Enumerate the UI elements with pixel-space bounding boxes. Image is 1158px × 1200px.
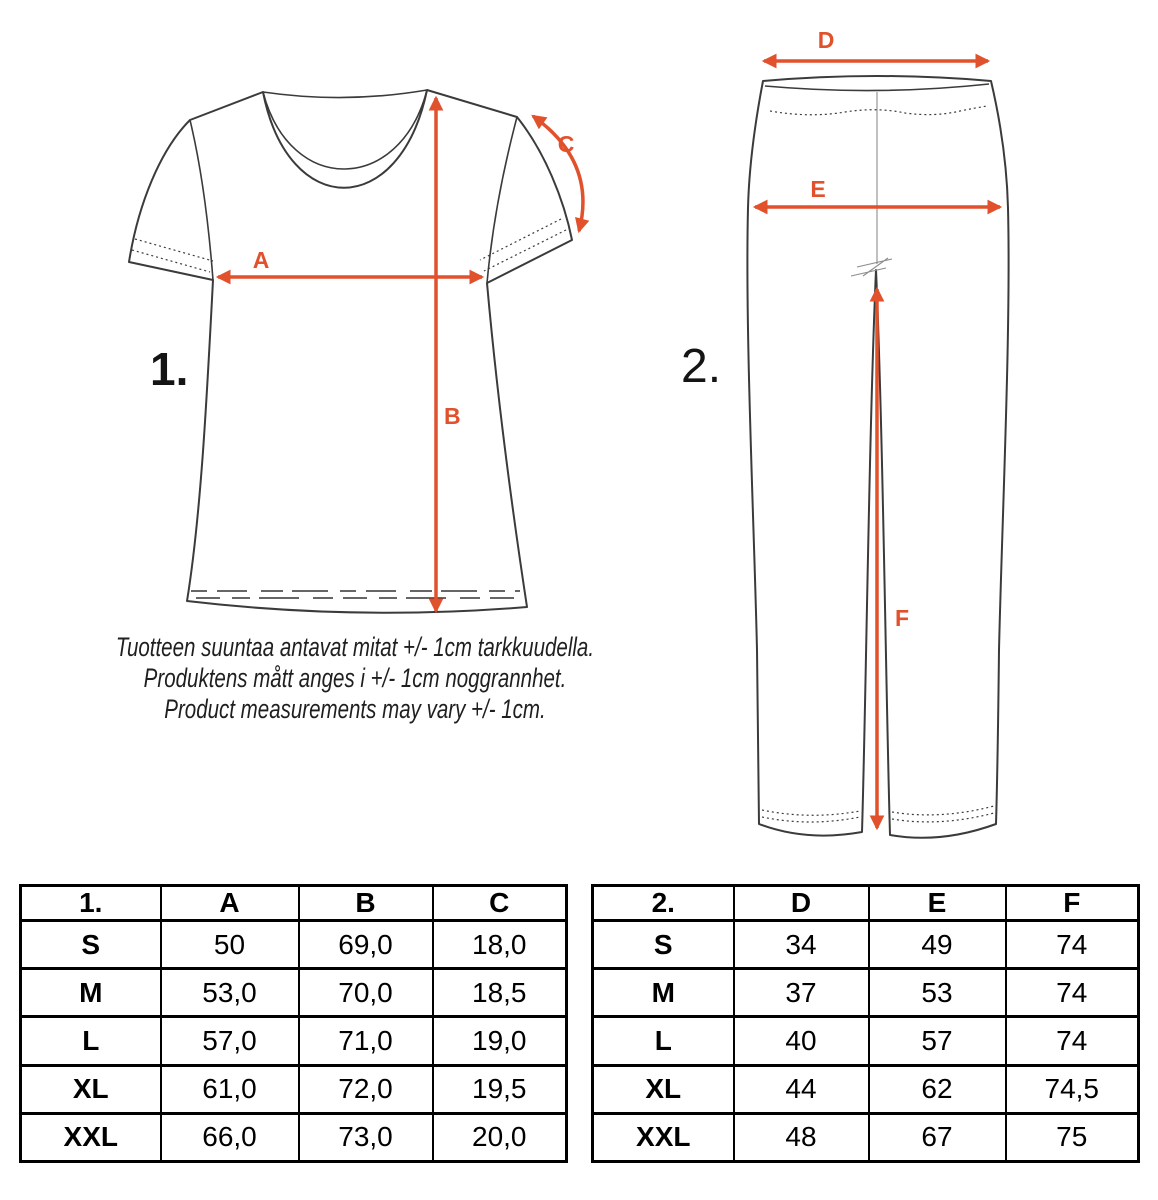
column-header: A [161, 886, 299, 921]
item2-number-label: 2. [681, 340, 722, 393]
item1-number-label: 1. [150, 343, 189, 395]
measure-label-e: E [810, 176, 826, 202]
size-row [21, 921, 567, 969]
column-header: 1. [21, 886, 161, 921]
measurement-cell: 75 [1006, 1113, 1139, 1161]
measurement-cell: 74 [1006, 921, 1139, 969]
size-row [593, 969, 1139, 1017]
size-cell: L [593, 1017, 734, 1065]
size-row [593, 1017, 1139, 1065]
shirt-size-table [19, 884, 568, 1163]
size-cell: XL [21, 1065, 161, 1113]
tshirt-drawing [129, 90, 572, 613]
measure-label-d: D [817, 27, 835, 53]
size-cell: S [593, 921, 734, 969]
column-header: E [869, 886, 1006, 921]
tolerance-note-finnish: Tuotteen suuntaa antavat mitat +/- 1cm tarkkuudella. [115, 632, 595, 662]
measurement-cell: 62 [869, 1065, 1006, 1113]
measurement-cell: 19,5 [433, 1065, 567, 1113]
size-cell: M [21, 969, 161, 1017]
measurement-cell: 71,0 [299, 1017, 433, 1065]
column-header: B [299, 886, 433, 921]
size-cell: S [21, 921, 161, 969]
size-row [593, 1065, 1139, 1113]
measurement-cell: 18,5 [433, 969, 567, 1017]
measurement-cell: 57,0 [161, 1017, 299, 1065]
tolerance-note-swedish: Produktens mått anges i +/- 1cm noggrannhet. [143, 663, 567, 693]
column-header: C [433, 886, 567, 921]
header-row [21, 886, 567, 921]
size-cell: XL [593, 1065, 734, 1113]
measurement-cell: 69,0 [299, 921, 433, 969]
measurement-cell: 49 [869, 921, 1006, 969]
measurement-cell: 40 [734, 1017, 869, 1065]
measurement-cell: 72,0 [299, 1065, 433, 1113]
size-row [593, 921, 1139, 969]
size-cell: XXL [593, 1113, 734, 1161]
measure-label-c: C [557, 131, 575, 157]
size-cell: XXL [21, 1113, 161, 1161]
tolerance-note-english: Product measurements may vary +/- 1cm. [164, 694, 546, 724]
measurement-cell: 73,0 [299, 1113, 433, 1161]
pants-size-table [591, 884, 1140, 1163]
column-header: D [734, 886, 869, 921]
measurement-cell: 74,5 [1006, 1065, 1139, 1113]
measurement-cell: 19,0 [433, 1017, 567, 1065]
tolerance-note [30, 632, 680, 725]
size-row [21, 969, 567, 1017]
measurement-cell: 53 [869, 969, 1006, 1017]
measurement-cell: 44 [734, 1065, 869, 1113]
column-header: F [1006, 886, 1139, 921]
measure-label-f: F [895, 605, 910, 631]
size-row [21, 1017, 567, 1065]
measurement-cell: 74 [1006, 1017, 1139, 1065]
tshirt-back-neck-line [263, 90, 427, 98]
measurement-cell: 34 [734, 921, 869, 969]
measurement-cell: 18,0 [433, 921, 567, 969]
measurement-cell: 48 [734, 1113, 869, 1161]
measurement-cell: 66,0 [161, 1113, 299, 1161]
measure-label-a: A [252, 247, 270, 273]
measurement-cell: 57 [869, 1017, 1006, 1065]
size-cell: M [593, 969, 734, 1017]
measure-label-b: B [444, 403, 461, 429]
measurement-cell: 67 [869, 1113, 1006, 1161]
measurement-cell: 20,0 [433, 1113, 567, 1161]
measurement-cell: 70,0 [299, 969, 433, 1017]
measurement-cell: 74 [1006, 969, 1139, 1017]
size-row [21, 1113, 567, 1161]
size-row [593, 1113, 1139, 1161]
measurement-cell: 50 [161, 921, 299, 969]
measurement-cell: 61,0 [161, 1065, 299, 1113]
measurement-cell: 53,0 [161, 969, 299, 1017]
column-header: 2. [593, 886, 734, 921]
size-cell: L [21, 1017, 161, 1065]
measurement-cell: 37 [734, 969, 869, 1017]
header-row [593, 886, 1139, 921]
size-row [21, 1065, 567, 1113]
